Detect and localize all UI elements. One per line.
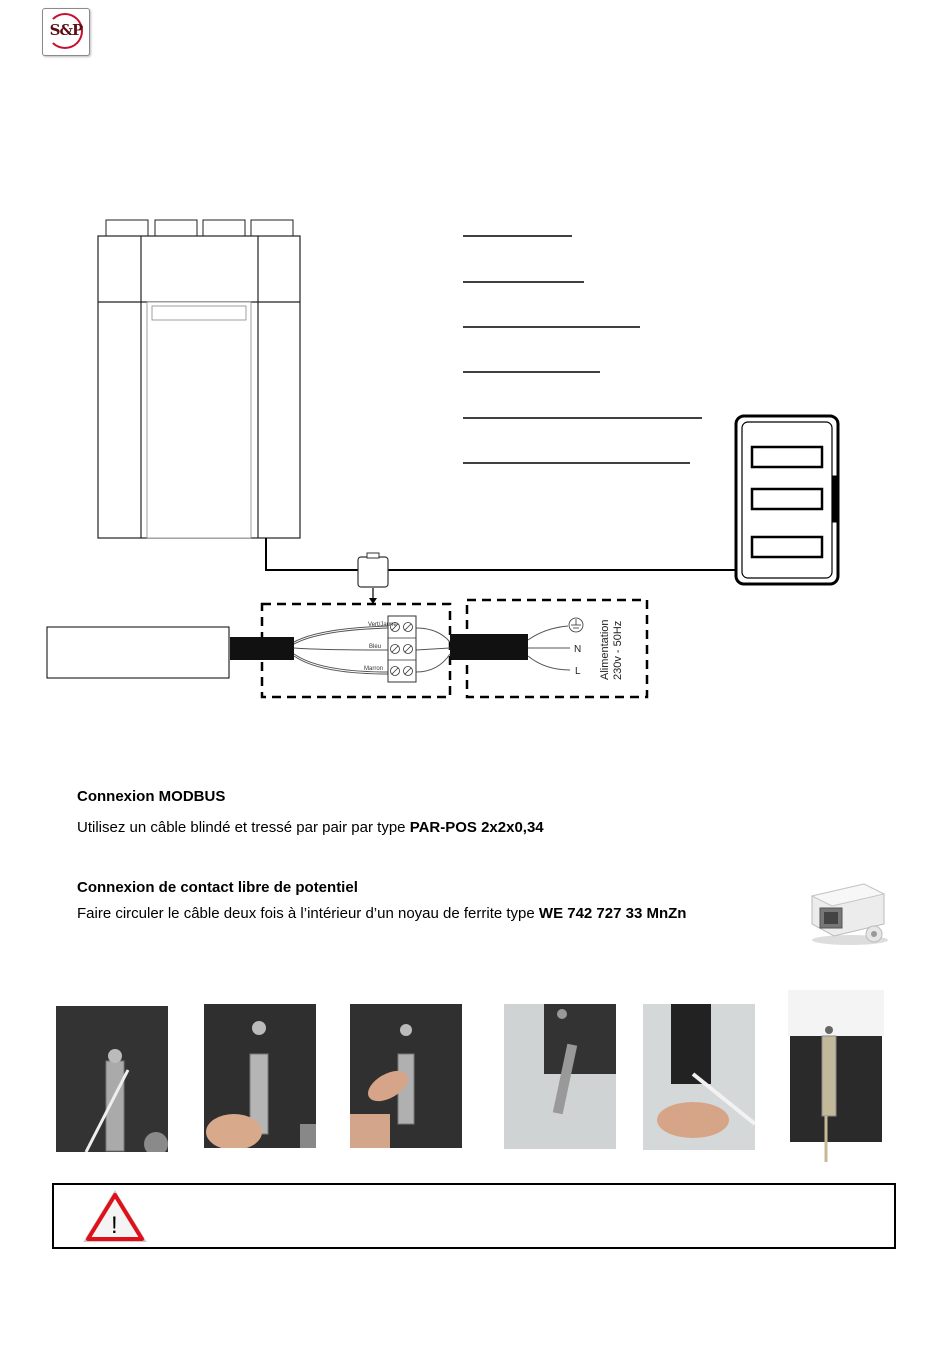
cable-sheath-right	[450, 634, 528, 660]
contact-text: Faire circuler le câble deux fois à l’intérieur d’un noyau de ferrite type WE 742 727 33 MnZn	[77, 905, 687, 922]
cable-sheath-left	[230, 637, 294, 660]
modbus-text: Utilisez un câble blindé et tressé par pair par type PAR-POS 2x2x0,34	[77, 819, 544, 836]
ferrite-core-image	[804, 874, 890, 946]
photo-step-2	[204, 1004, 316, 1148]
contact-title: Connexion de contact libre de potentiel	[77, 879, 358, 896]
supply-label-line1: Alimentation	[599, 619, 611, 680]
wall-controller	[736, 416, 838, 584]
svg-text:!: !	[111, 1212, 118, 1239]
cable-label-box	[47, 627, 229, 678]
brand-logo	[42, 8, 90, 56]
terminal-label-neutral: Bleu	[369, 644, 382, 650]
junction-box	[358, 557, 388, 587]
photo-step-6	[786, 990, 886, 1162]
photo-step-5	[643, 1004, 755, 1150]
legend-lines	[463, 236, 702, 463]
photo-step-1	[56, 1006, 168, 1152]
photo-step-3	[350, 1004, 462, 1148]
ventilation-unit	[98, 220, 300, 538]
terminal-label-live: Marron	[364, 666, 384, 672]
supply-label-line2: 230v - 50Hz	[612, 620, 624, 680]
warning-box	[52, 1183, 896, 1249]
supply-wires	[528, 626, 570, 670]
earth-icon	[569, 618, 583, 632]
logo-text: S&P	[49, 21, 83, 39]
photo-step-4	[504, 1004, 616, 1149]
live-label: L	[575, 666, 581, 677]
terminal-label-earth: Vert/Jaune	[368, 622, 397, 628]
cables	[266, 538, 736, 604]
modbus-title: Connexion MODBUS	[77, 788, 226, 805]
warning-triangle-icon	[82, 1189, 148, 1245]
wiring-diagram	[0, 200, 950, 720]
neutral-label: N	[574, 644, 582, 655]
